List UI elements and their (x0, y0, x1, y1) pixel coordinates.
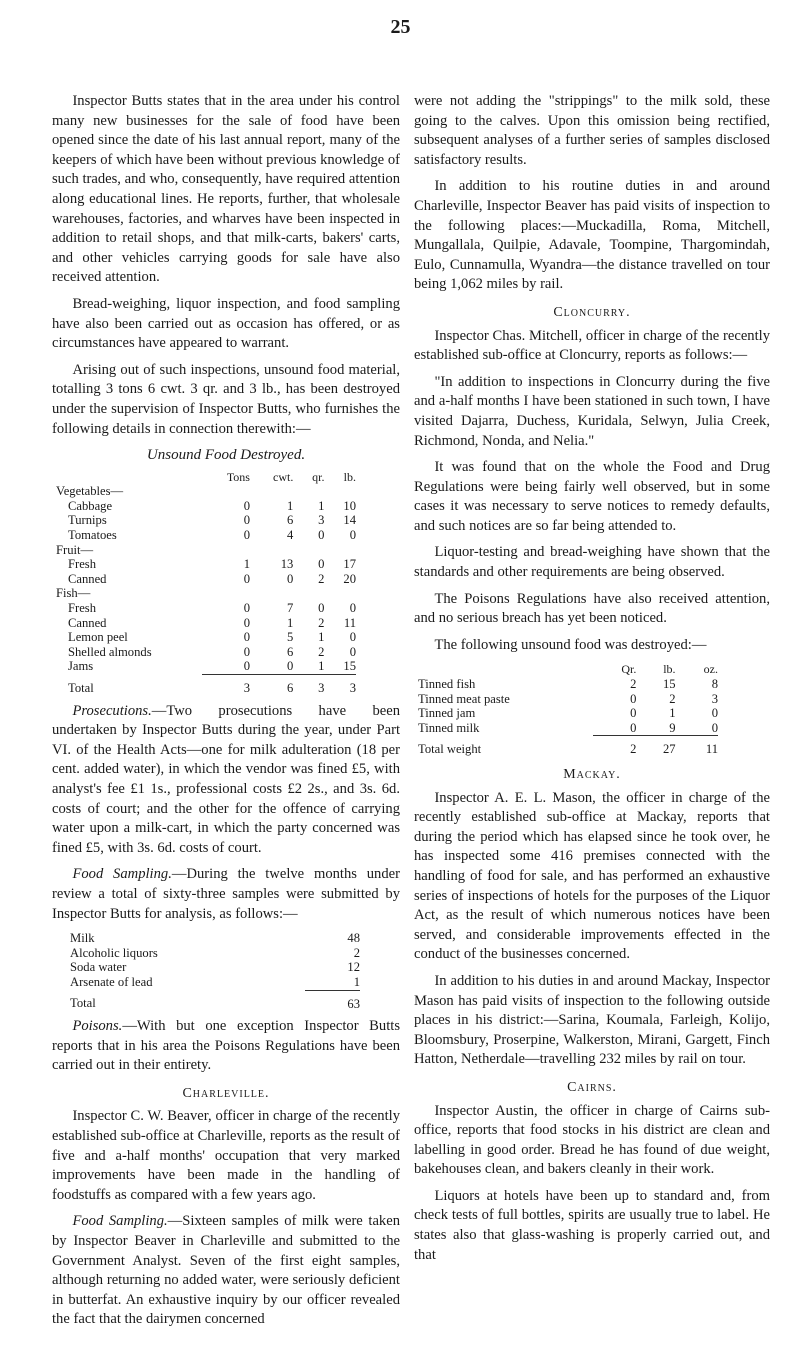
right-column (414, 92, 770, 1272)
section-heading-charleville: Charleville. (182, 1085, 270, 1101)
paragraph: Inspector A. E. L. Mason, the officer in charge of the recently established sub-office at Mackay, reports that during the period which has elapsed since he took over, he has inspected some 416 premises connected with the handling of food for sale, and has performed an exhaustive series of inspections of hotels for the purposes of the Liquor Act, as the result of which numerous notices have been served, and considerable improvements effected in the conduct of the businesses concerned. (414, 789, 770, 963)
table-row (70, 946, 360, 961)
cell: 6 (287, 644, 294, 659)
cell: 1 (669, 706, 676, 721)
cell: 1 (287, 615, 294, 630)
paragraph: Inspector C. W. Beaver, officer in charge of the recently established sub-office at Charleville, reports as the result of five and a-half months' occupation that very marked improvements have been made in the handling of foodstuffs as compared with a few years ago. (52, 1108, 400, 1203)
cell: 6 (287, 513, 294, 528)
cell: 13 (280, 557, 294, 572)
row-label: Tomatoes (68, 528, 117, 543)
cell: 0 (349, 601, 356, 616)
table-row (56, 513, 356, 528)
total-label: Total weight (418, 741, 482, 756)
cell: 2 (353, 945, 360, 960)
cell: 0 (243, 659, 250, 674)
cell: 7 (287, 601, 294, 616)
column-header: cwt. (273, 469, 294, 484)
cell: 1 (318, 630, 325, 645)
paragraph (52, 865, 400, 924)
group-label: Fruit— (56, 542, 94, 557)
table-row (56, 645, 356, 660)
paragraph: Inspector Chas. Mitchell, officer in charge of the recently established sub-office at Cloncurry, reports as follows:— (414, 327, 770, 364)
paragraph: "In addition to inspections in Cloncurry during the five and a-half months I have been stationed in such town, I have visited Dajarra, Duchess, Kuridala, Selwyn, Julia Creek, Richmond, Nonda, and Nelia." (414, 373, 770, 449)
paragraph: Arising out of such inspections, unsound food material, totalling 3 tons 6 cwt. 3 qr. and 3 lb., has been destroyed under the supervision of Inspector Butts, who furnishes the following details in connection therewith:— (52, 361, 400, 437)
left-column (52, 92, 400, 1337)
paragraph-text: —During the twelve months under review a total of sixty-three samples were submitted by Inspector Butts for analysis, as follows:— (52, 866, 400, 922)
cell: 10 (343, 498, 356, 513)
row-label: Lemon peel (68, 630, 128, 645)
column-header: lb. (343, 469, 356, 484)
table-row (56, 499, 356, 514)
row-label: Shelled almonds (68, 644, 152, 659)
total-row (70, 990, 360, 1011)
cell: 11 (343, 615, 356, 630)
cell: 17 (343, 557, 356, 572)
table-row (70, 960, 360, 975)
paragraph: In addition to his routine duties in and around Charleville, Inspector Beaver has paid visits of inspection to the following places:—Muckadilla, Roma, Mitchell, Mungallala, Quilpie, Adavale, Toompine, Thargomindah, Eulo, Cunnamulla, Wyandra—the distance travelled on tour being 1,062 miles by rail. (414, 178, 770, 293)
cell: 0 (349, 528, 356, 543)
cell: 5 (287, 630, 294, 645)
row-label: Fresh (68, 601, 96, 616)
cell: 0 (243, 615, 250, 630)
cell: 15 (662, 677, 676, 692)
paragraph-text: —With but one exception Inspector Butts reports that in his area the Poisons Regulations have been carried out in their entirety. (52, 1018, 400, 1074)
row-label: Tinned jam (418, 706, 476, 721)
cell: 0 (630, 720, 637, 735)
run-in-heading: Food Sampling. (72, 1213, 168, 1230)
table-row (56, 572, 356, 587)
cell: 1 (287, 498, 294, 513)
cell: 0 (243, 528, 250, 543)
paragraph (52, 1212, 400, 1330)
cell: 1 (318, 659, 325, 674)
section-heading-mackay: Mackay. (563, 767, 621, 782)
cell: 2 (318, 571, 325, 586)
cell: 9 (669, 720, 676, 735)
cell: 1 (243, 557, 250, 572)
cell: 2 (593, 736, 637, 757)
row-label: Jams (68, 659, 94, 674)
cell: 2 (669, 691, 676, 706)
paragraph (52, 1017, 400, 1076)
page-number: 25 (390, 16, 411, 38)
cell: 27 (636, 736, 675, 757)
section-heading-cloncurry: Cloncurry. (553, 304, 631, 320)
paragraph: Inspector Butts states that in the area under his control many new businesses for the sale of food have been opened since the date of his last annual report, many of the keepers of which have been without previous knowledge of such trades, and who, consequently, have required attention along educational lines. He reports, further, that wholesale warehouses, factories, and wharves have been inspected in addition to retail shops, and that milk-carts, bakers' carts, and other vehicles carrying goods for sale have also received attention. (52, 93, 400, 286)
paragraph: In addition to his duties in and around Mackay, Inspector Mason has paid visits of inspection to the following outside places in his district:—Sarina, Koumala, Farleigh, Kolijo, Bloomsbury, Proserpine, Walkerston, Mirani, Gargett, Finch Hatton, Netherdale—travelling 232 miles by rail on tour. (414, 972, 770, 1068)
cell: 0 (243, 630, 250, 645)
cell: 0 (711, 706, 718, 721)
cell: 20 (343, 571, 356, 586)
cell: 0 (630, 706, 637, 721)
cell: 14 (343, 513, 356, 528)
cell: 0 (318, 557, 325, 572)
row-label: Tinned meat paste (418, 691, 510, 706)
cell: 3 (711, 691, 718, 706)
row-label: Tinned milk (418, 720, 480, 735)
cell: 0 (243, 644, 250, 659)
cell: 0 (243, 601, 250, 616)
row-label: Tinned fish (418, 677, 476, 692)
unsound-food-table-title: Unsound Food Destroyed. (146, 447, 306, 464)
cell: 3 (318, 513, 325, 528)
row-label: Arsenate of lead (70, 974, 153, 989)
cell: 6 (250, 675, 293, 696)
total-row (56, 675, 356, 696)
cell: 2 (630, 677, 637, 692)
column-header: qr. (312, 469, 325, 484)
paragraph: Inspector Austin, the officer in charge of Cairns sub-office, reports that food stocks in his district are clean and labelling in good order. Bread he has found of due weight, bakehouses clean, and bakers cleanly in their work. (414, 1102, 770, 1178)
cell: 0 (711, 720, 718, 735)
cell: 3 (202, 675, 250, 696)
cell: 0 (318, 601, 325, 616)
group-label: Fish— (56, 586, 91, 601)
cell: 11 (676, 736, 718, 757)
paragraph (52, 702, 400, 859)
row-label: Turnips (68, 513, 107, 528)
row-label: Alcoholic liquors (70, 945, 158, 960)
table-row (56, 557, 356, 572)
cell: 0 (630, 691, 637, 706)
total-label: Total (68, 680, 94, 695)
paragraph: were not adding the "strippings" to the milk sold, these going to the calves. Upon this omission being rectified, subsequent analyses of a further series of samples disclosed satisfactory results. (414, 93, 770, 168)
group-label: Vegetables— (56, 484, 124, 499)
paragraph: Bread-weighing, liquor inspection, and food sampling have also been carried out as occasion has offered, or as circumstances have appeared to warrant. (52, 295, 400, 352)
total-row (418, 736, 718, 757)
cell: 2 (318, 615, 325, 630)
table-row (56, 601, 356, 616)
cell: 1 (353, 974, 360, 989)
cell: 12 (347, 960, 360, 975)
table-row (70, 975, 360, 990)
row-label: Canned (68, 571, 107, 586)
row-label: Soda water (70, 960, 127, 975)
cell: 63 (305, 990, 360, 1011)
paragraph-text: —Two prosecutions have been undertaken by Inspector Butts during the year, under Part VI. of the Health Acts—one for milk adulteration (18 per cent. added water), in which the vendor was fined £5, with analyst's fee £1 1s., professional costs £2 2s., and 3s. 6d. costs of court; and the other for the offence of carrying water upon a milk-cart, in which the party concerned was fined £5, with 3s. 6d. costs of court. (52, 702, 400, 856)
table-row (56, 630, 356, 645)
column-header: oz. (703, 662, 718, 677)
total-label: Total (70, 996, 96, 1010)
cloncurry-food-table (418, 662, 718, 757)
table-row (418, 677, 718, 692)
row-label: Canned (68, 615, 107, 630)
section-heading-cairns: Cairns. (567, 1079, 617, 1095)
row-label: Fresh (68, 557, 96, 572)
column-header: lb. (663, 662, 676, 677)
table-row (418, 692, 718, 707)
table-row (418, 706, 718, 721)
paragraph-text: —Sixteen samples of milk were taken by Inspector Beaver in Charleville and submitted to the Government Analyst. Seven of the first eight samples, although returning no added water, were seriously deficient in butterfat. An exhaustive inquiry by our officer revealed the fact that the dairymen concerned (52, 1213, 400, 1328)
cell: 15 (343, 659, 356, 674)
run-in-heading: Prosecutions. (72, 702, 152, 719)
run-in-heading: Poisons. (72, 1018, 123, 1035)
column-header: Qr. (621, 662, 637, 677)
cell: 0 (243, 498, 250, 513)
paragraph: Liquor-testing and bread-weighing have shown that the standards and other requirements are being observed. (414, 544, 770, 581)
cell: 0 (318, 528, 325, 543)
row-label: Milk (70, 931, 95, 946)
table-row (56, 659, 356, 674)
cell: 8 (711, 677, 718, 692)
unsound-food-table (56, 470, 356, 696)
cell: 1 (318, 498, 325, 513)
paragraph: The following unsound food was destroyed:— (434, 636, 707, 653)
cell: 0 (287, 571, 294, 586)
cell: 48 (347, 931, 360, 946)
cell: 3 (293, 675, 324, 696)
cell: 0 (349, 644, 356, 659)
column-header: Tons (226, 469, 250, 484)
cell: 3 (324, 675, 356, 696)
row-label: Cabbage (68, 498, 113, 513)
cell: 2 (318, 644, 325, 659)
cell: 0 (349, 630, 356, 645)
cell: 0 (243, 513, 250, 528)
paragraph: It was found that on the whole the Food and Drug Regulations were being fairly well observed, but in some cases it was necessary to serve notices to remedy defaults, and such notices are so far being attended to. (414, 459, 770, 534)
paragraph: The Poisons Regulations have also received attention, and no serious breach has yet been noticed. (414, 590, 770, 627)
cell: 4 (287, 528, 294, 543)
table-row (56, 528, 356, 543)
paragraph: Liquors at hotels have been up to standard and, from check tests of full bottles, spirits are usually true to label. He states also that glass-washing is properly carried out, and that (414, 1187, 770, 1263)
cell: 0 (243, 571, 250, 586)
table-row (70, 931, 360, 946)
run-in-heading: Food Sampling. (72, 866, 172, 883)
table-row (56, 616, 356, 631)
cell: 0 (287, 659, 294, 674)
table-row (418, 721, 718, 736)
samples-table (70, 931, 360, 1011)
